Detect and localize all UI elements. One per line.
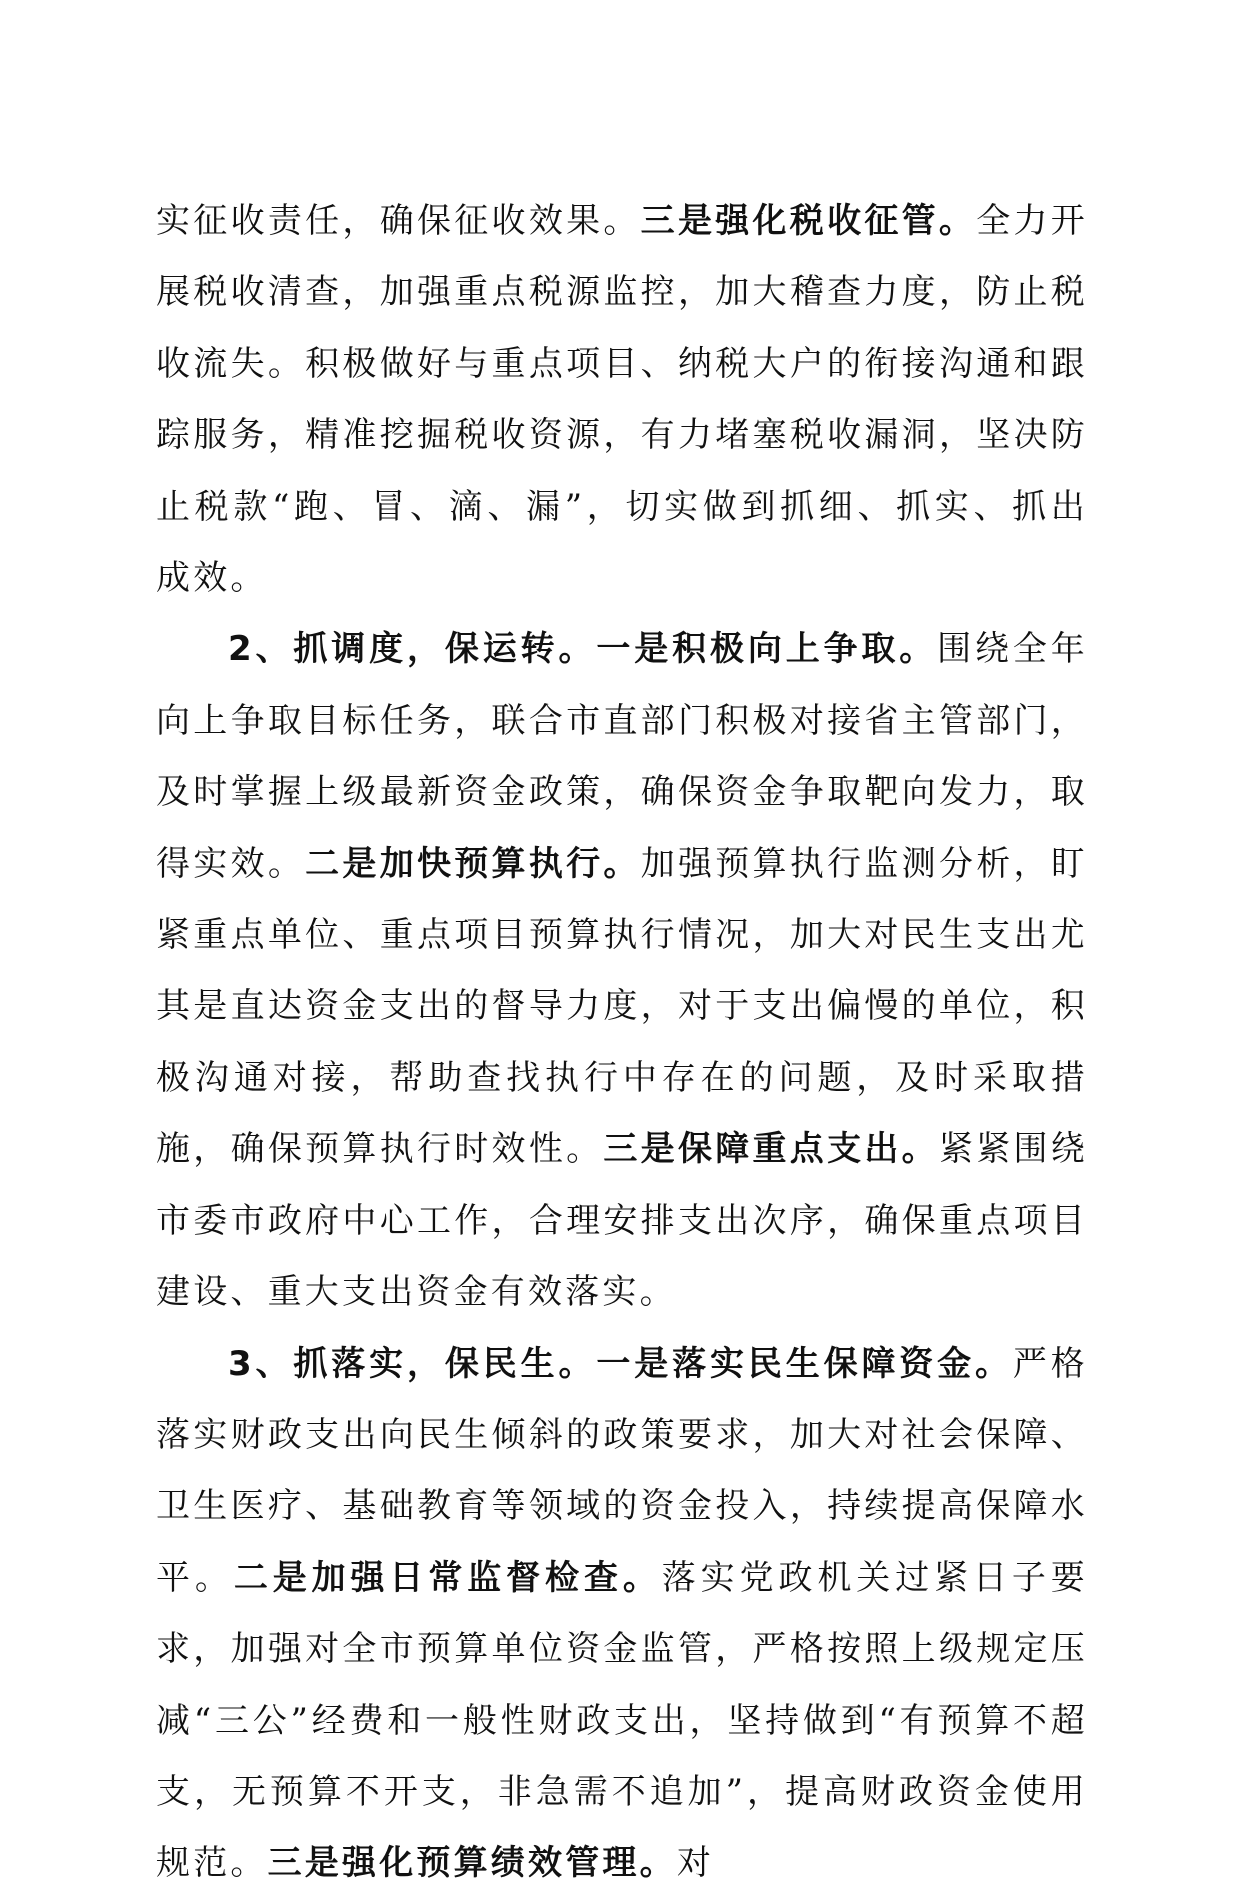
paragraph-2-heading-3: 三是保障重点支出。 xyxy=(603,1129,939,1170)
section-2-heading: 2、抓调度，保运转。一是积极向上争取。 xyxy=(228,629,938,670)
paragraph-3-heading-3: 三是强化预算绩效管理。 xyxy=(267,1843,677,1884)
paragraph-3-text: 对 xyxy=(676,1843,715,1884)
paragraph-1-text: 实征收责任，确保征收效果。 xyxy=(156,201,641,241)
paragraph-2-heading-2: 二是加快预算执行。 xyxy=(305,843,641,884)
paragraph-3-text: 落实党政机关过紧日子要求，加强对全市预算单位资金监管，严格按照上级规定压减“三公”经费和一般性财政支出，坚持做到“有预算不超支，无预算不开支，非急需不追加”，提高财政资金使用规范。 xyxy=(156,1557,1089,1884)
paragraph-3 xyxy=(156,1329,1088,1900)
paragraph-1 xyxy=(156,186,1088,614)
paragraph-1-heading-3: 三是强化税收征管。 xyxy=(640,201,977,241)
paragraph-2-text: 紧紧围绕市委市政府中心工作，合理安排支出次序，确保重点项目建设、重大支出资金有效落实。 xyxy=(156,1129,1088,1313)
paragraph-3-heading-2: 二是加强日常监督检查。 xyxy=(233,1557,662,1598)
section-3-heading: 3、抓落实，保民生。一是落实民生保障资金。 xyxy=(228,1343,1013,1384)
paragraph-3-text: 严格落实财政支出向民生倾斜的政策要求，加大对社会保障、卫生医疗、基础教育等领域的资金投入，持续提高保障水平。 xyxy=(156,1343,1088,1598)
document-body xyxy=(156,186,1088,1900)
paragraph-2-text: 加强预算执行监测分析，盯紧重点单位、重点项目预算执行情况，加大对民生支出尤其是直达资金支出的督导力度，对于支出偏慢的单位，积极沟通对接，帮助查找执行中存在的问题，及时采取措施，确保预算执行时效性。 xyxy=(156,843,1088,1170)
paragraph-2-text: 围绕全年向上争取目标任务，联合市直部门积极对接省主管部门，及时掌握上级最新资金政策，确保资金争取靶向发力，取得实效。 xyxy=(156,629,1088,884)
paragraph-2 xyxy=(156,614,1088,1328)
paragraph-1-text: 全力开展税收清查，加强重点税源监控，加大稽查力度，防止税收流失。积极做好与重点项目、纳税大户的衔接沟通和跟踪服务，精准挖掘税收资源，有力堵塞税收漏洞，坚决防止税款“跑、冒、滴、漏”，切实做到抓细、抓实、抓出成效。 xyxy=(156,201,1088,599)
